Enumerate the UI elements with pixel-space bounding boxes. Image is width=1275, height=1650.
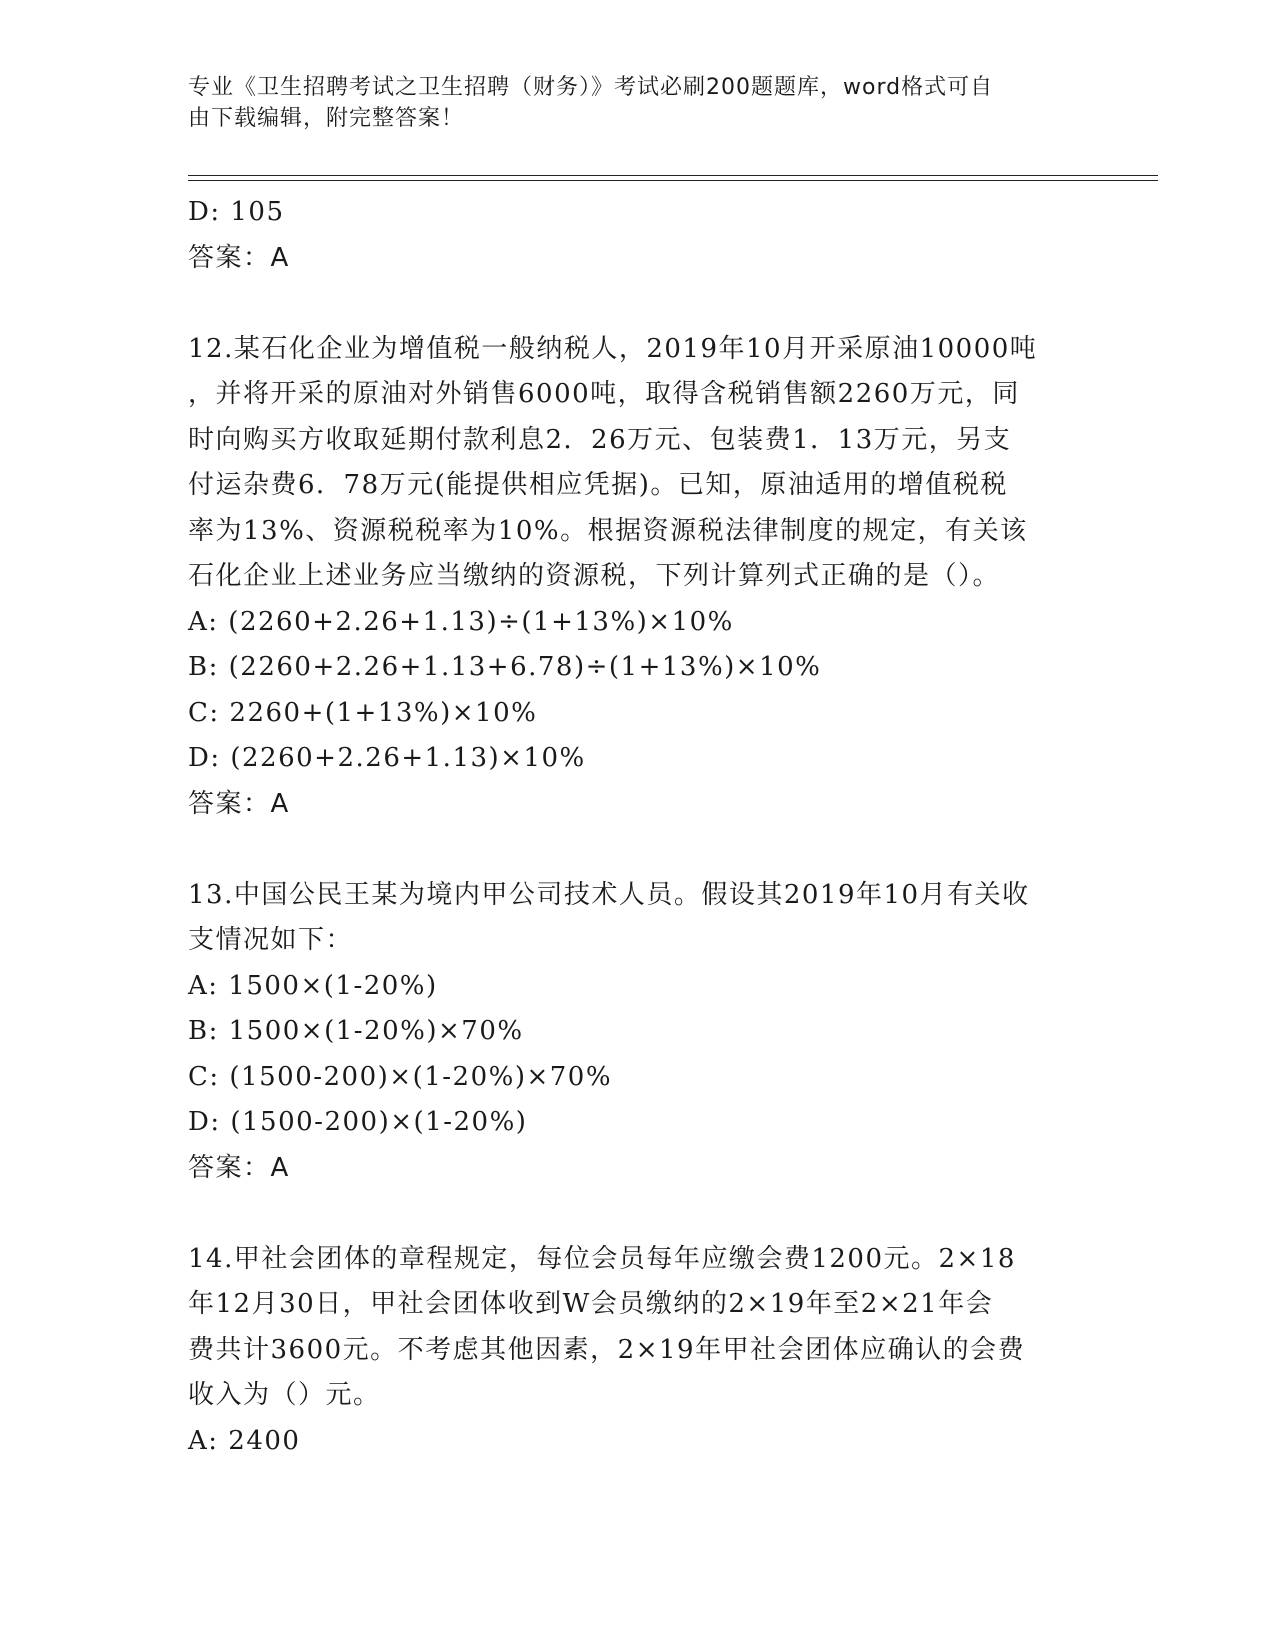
q12-answer: 答案：A — [188, 788, 290, 819]
q12-option-c: C: 2260+(1+13%)×10% — [188, 697, 538, 728]
q13-stem-line: 支情况如下： — [188, 925, 354, 955]
q12-stem-line: 12.某石化企业为增值税一般纳税人，2019年10月开采原油10000吨 — [188, 333, 1038, 364]
q12-option-b: B: (2260+2.26+1.13+6.78)÷(1+13%)×10% — [188, 652, 822, 682]
prev-answer: 答案：A — [188, 242, 290, 273]
spacer — [188, 827, 1068, 873]
q14-stem-line: 年12月30日，甲社会团体收到W会员缴纳的2×19年至2×21年会 — [188, 1289, 994, 1319]
q14-stem-line: 收入为（）元。 — [188, 1380, 381, 1410]
q13-stem-line: 13.中国公民王某为境内甲公司技术人员。假设其2019年10月有关收 — [188, 879, 1030, 910]
q12-stem-line: 付运杂费6．78万元(能提供相应凭据)。已知，原油适用的增值税税 — [188, 470, 1008, 500]
spacer — [188, 281, 1068, 327]
question-13 — [188, 873, 1068, 1192]
q14-option-a: A: 2400 — [188, 1425, 301, 1456]
question-12 — [188, 327, 1068, 828]
question-14 — [188, 1237, 1068, 1465]
q12-option-d: D: (2260+2.26+1.13)×10% — [188, 743, 586, 773]
q12-stem-line: 时向购买方收取延期付款利息2．26万元、包装费1．13万元，另支 — [188, 424, 1012, 455]
q13-option-b: B: 1500×(1-20%)×70% — [188, 1016, 524, 1046]
prev-option-d: D: 105 — [188, 197, 285, 227]
q12-stem-line: ，并将开采的原油对外销售6000吨，取得含税销售额2260万元，同 — [188, 379, 1020, 409]
header-title-line-2: 由下载编辑，附完整答案！ — [188, 106, 465, 131]
q12-stem-line: 石化企业上述业务应当缴纳的资源税，下列计算列式正确的是（）。 — [188, 561, 1001, 591]
header-title-line-1: 专业《卫生招聘考试之卫生招聘（财务）》考试必刷200题题库，word格式可自 — [188, 75, 994, 100]
q12-stem-line: 率为13%、资源税税率为10%。根据资源税法律制度的规定，有关该 — [188, 515, 1028, 546]
header-divider-top — [188, 175, 1158, 176]
q13-answer: 答案：A — [188, 1152, 290, 1183]
q13-option-a: A: 1500×(1-20%) — [188, 970, 438, 1001]
q13-option-c: C: (1500-200)×(1-20%)×70% — [188, 1061, 613, 1092]
q14-stem-line: 14.甲社会团体的章程规定，每位会员每年应缴会费1200元。2×18 — [188, 1243, 1016, 1274]
q13-option-d: D: (1500-200)×(1-20%) — [188, 1107, 528, 1137]
q14-stem-line: 费共计3600元。不考虑其他因素，2×19年甲社会团体应确认的会费 — [188, 1334, 1026, 1365]
page-header — [188, 72, 1068, 134]
q12-option-a: A: (2260+2.26+1.13)÷(1+13%)×10% — [188, 606, 734, 637]
header-divider-bottom — [188, 180, 1158, 181]
question-content — [188, 190, 1068, 1464]
spacer — [188, 1191, 1068, 1237]
